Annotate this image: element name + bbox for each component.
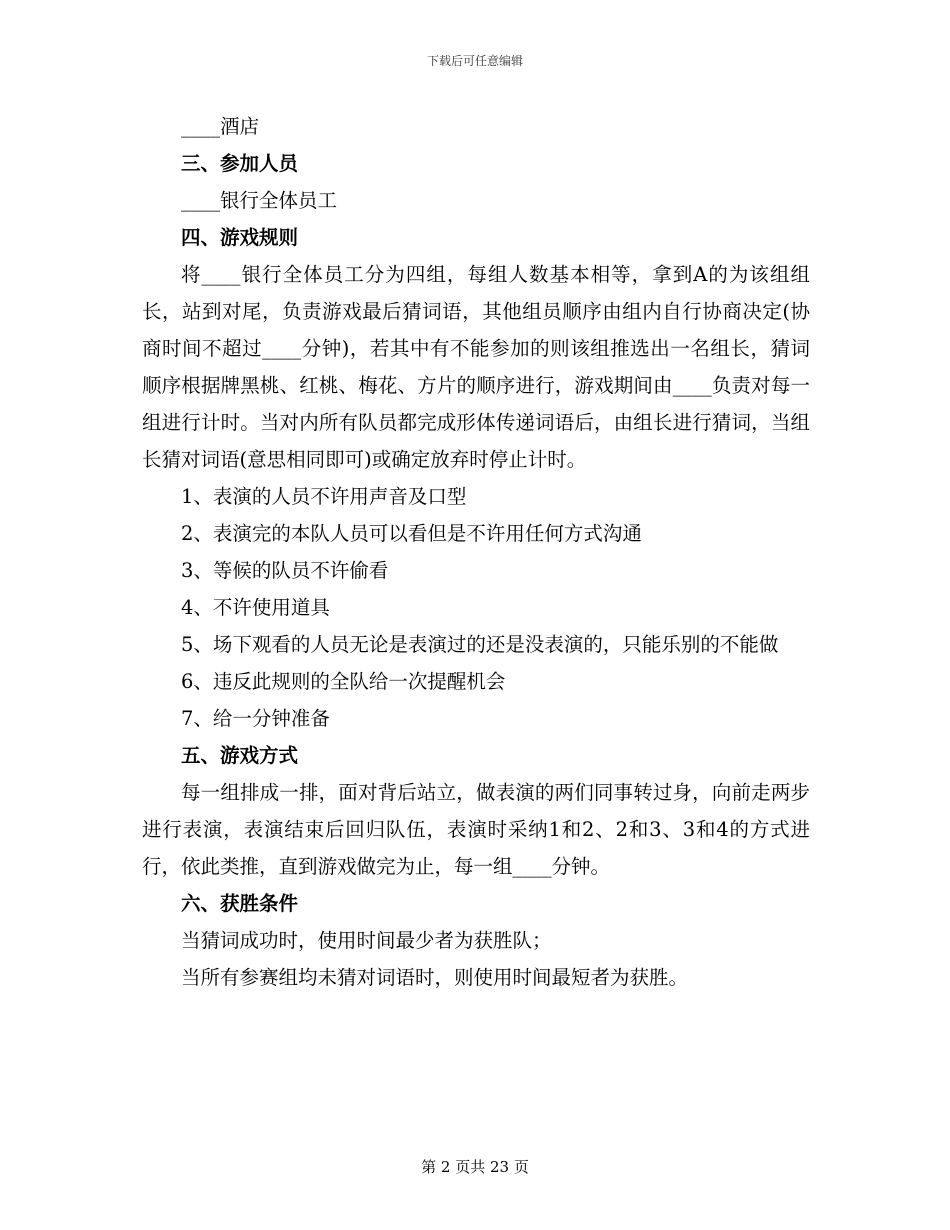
section-heading-rules: 四、游戏规则 (181, 226, 299, 249)
rule-item-3: 3、等候的队员不许偷看 (181, 559, 389, 582)
rules-paragraph: 将____银行全体员工分为四组，每组人数基本相等，拿到A的为该组组长，站到对尾，负责游戏最后猜词语，其他组员顺序由组内自行协商决定(协商时间不超过____分钟)，若其中有不能参加的则该组推选出一名组长，猜词顺序根据牌黑桃、红桃、梅花、方片的顺序进行，游戏期间由____负责对每一组进行计时。当对内所有队员都完成形体传递词语后，由组长进行猜词，当组长猜对词语(意思相同即可)或确定放弃时停止计时。 (142, 263, 810, 471)
section-heading-winning: 六、获胜条件 (181, 892, 299, 915)
rule-item-1: 1、表演的人员不许用声音及口型 (181, 485, 467, 508)
page-header: 下载后可任意编辑 (426, 54, 523, 68)
method-paragraph: 每一组排成一排，面对背后站立，做表演的两们同事转过身，向前走两步进行表演，表演结束后回归队伍，表演时采纳1和2、2和3、3和4的方式进行，依此类推，直到游戏做完为止，每一组____分钟。 (142, 781, 810, 878)
rule-item-6: 6、违反此规则的全队给一次提醒机会 (181, 670, 506, 693)
rule-item-7: 7、给一分钟准备 (181, 707, 330, 730)
winning-line-1: 当猜词成功时，使用时间最少者为获胜队； (181, 929, 552, 952)
participants-line: ____银行全体员工 (181, 189, 338, 212)
page-footer: 第 2 页共 23 页 (421, 1158, 529, 1176)
section-heading-participants: 三、参加人员 (181, 152, 299, 175)
winning-line-2: 当所有参赛组均未猜对词语时，则使用时间最短者为获胜。 (181, 966, 689, 989)
section-heading-method: 五、游戏方式 (181, 744, 299, 767)
rule-item-5: 5、场下观看的人员无论是表演过的还是没表演的，只能乐别的不能做 (181, 633, 779, 656)
venue-line: ____酒店 (181, 115, 260, 138)
document-body (142, 108, 810, 996)
rule-item-2: 2、表演完的本队人员可以看但是不许用任何方式沟通 (181, 522, 642, 545)
rule-item-4: 4、不许使用道具 (181, 596, 330, 619)
